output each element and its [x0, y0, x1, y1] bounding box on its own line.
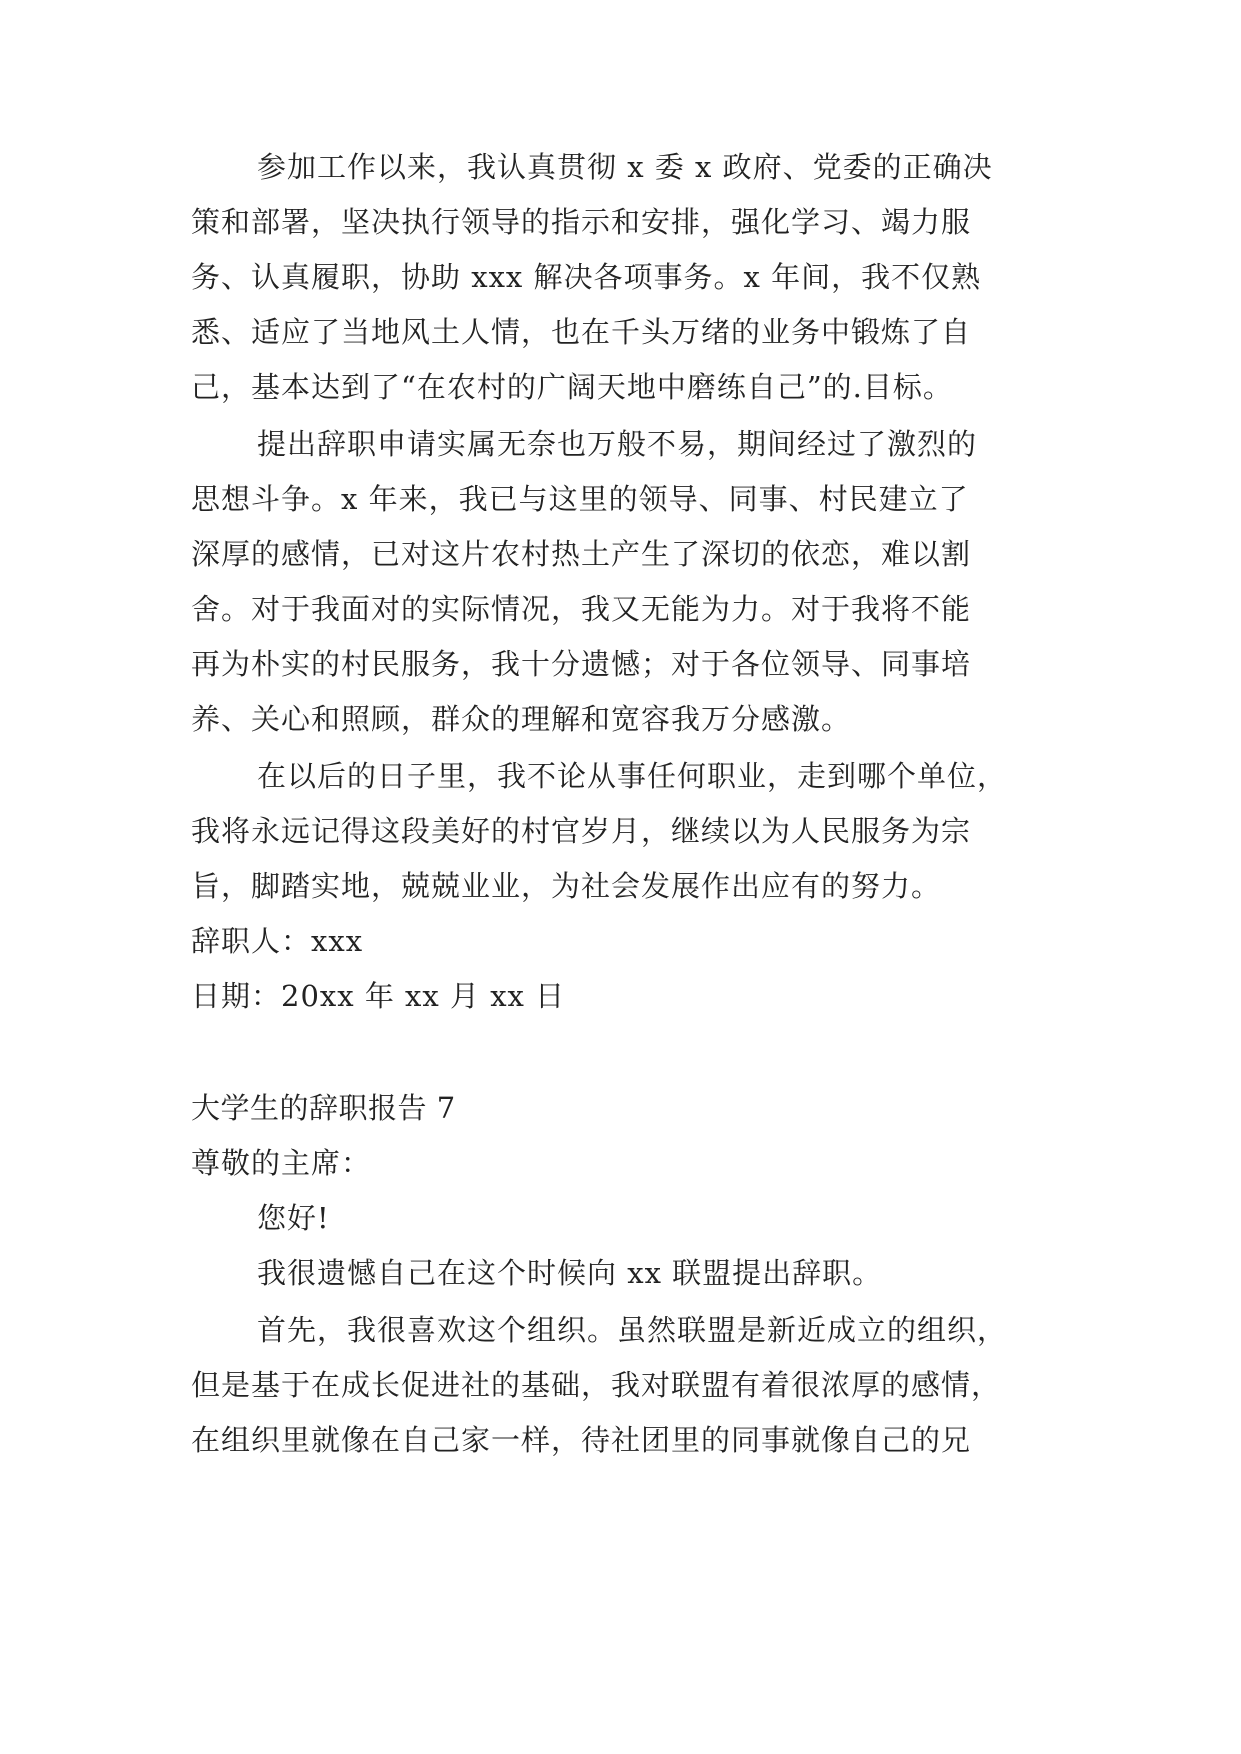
- section-title: 大学生的辞职报告 7: [191, 1091, 456, 1125]
- paragraph-1-line-5: 己，基本达到了“在农村的广阔天地中磨练自己”的.目标。: [191, 370, 953, 404]
- paragraph-2-line-4: 舍。对于我面对的实际情况，我又无能为力。对于我将不能: [191, 592, 972, 626]
- paragraph-2-line-1: 提出辞职申请实属无奈也万般不易，期间经过了激烈的: [257, 427, 978, 461]
- paragraph-5-line-1: 首先，我很喜欢这个组织。虽然联盟是新近成立的组织，: [257, 1313, 1008, 1347]
- paragraph-3-line-3: 旨，脚踏实地，兢兢业业，为社会发展作出应有的努力。: [191, 869, 942, 903]
- paragraph-5-line-3: 在组织里就像在自己家一样，待社团里的同事就像自己的兄: [191, 1423, 972, 1457]
- paragraph-3-line-2: 我将永远记得这段美好的村官岁月，继续以为人民服务为宗: [191, 814, 972, 848]
- paragraph-2-line-6: 养、关心和照顾，群众的理解和宽容我万分感激。: [191, 702, 852, 736]
- signer-line: 辞职人：xxx: [191, 924, 364, 958]
- paragraph-1-line-2: 策和部署，坚决执行领导的指示和安排，强化学习、竭力服: [191, 205, 972, 239]
- date-line: 日期：20xx 年 xx 月 xx 日: [191, 979, 566, 1013]
- paragraph-1-line-3: 务、认真履职，协助 xxx 解决各项事务。x 年间，我不仅熟: [191, 260, 982, 294]
- greeting: 您好!: [257, 1201, 330, 1235]
- paragraph-2-line-5: 再为朴实的村民服务，我十分遗憾；对于各位领导、同事培: [191, 647, 972, 681]
- paragraph-2-line-3: 深厚的感情，已对这片农村热土产生了深切的依恋，难以割: [191, 537, 972, 571]
- paragraph-1-line-1: 参加工作以来，我认真贯彻 x 委 x 政府、党委的正确决: [257, 150, 993, 184]
- salutation: 尊敬的主席：: [191, 1146, 372, 1180]
- paragraph-4-line-1: 我很遗憾自己在这个时候向 xx 联盟提出辞职。: [257, 1256, 883, 1290]
- paragraph-3-line-1: 在以后的日子里，我不论从事任何职业，走到哪个单位，: [257, 759, 1008, 793]
- paragraph-5-line-2: 但是基于在成长促进社的基础，我对联盟有着很浓厚的感情，: [191, 1368, 1002, 1402]
- paragraph-1-line-4: 悉、适应了当地风土人情，也在千头万绪的业务中锻炼了自: [191, 315, 972, 349]
- paragraph-2-line-2: 思想斗争。x 年来，我已与这里的领导、同事、村民建立了: [191, 482, 969, 516]
